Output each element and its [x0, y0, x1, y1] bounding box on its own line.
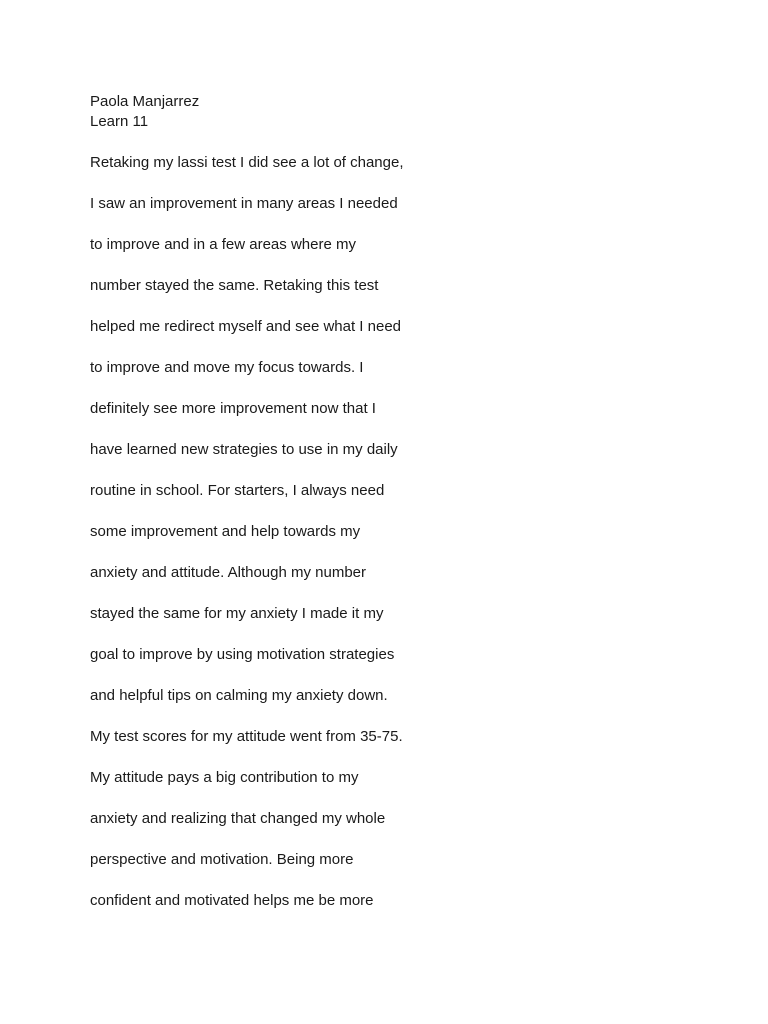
author-name: Paola Manjarrez	[90, 93, 200, 110]
text-line: to improve and move my focus towards. I	[90, 359, 364, 376]
text-line: helped me redirect myself and see what I need	[90, 318, 402, 335]
text-line: and helpful tips on calming my anxiety down.	[90, 687, 388, 704]
text-line: perspective and motivation. Being more	[90, 851, 354, 868]
text-line: Retaking my lassi test I did see a lot of change,	[90, 154, 404, 171]
course-name: Learn 11	[90, 113, 149, 130]
text-line: have learned new strategies to use in my daily	[90, 441, 398, 458]
essay-body	[90, 153, 404, 932]
text-line: My test scores for my attitude went from 35-75.	[90, 728, 403, 745]
text-line: to improve and in a few areas where my	[90, 236, 356, 253]
text-line: I saw an improvement in many areas I needed	[90, 195, 398, 212]
text-line: number stayed the same. Retaking this test	[90, 277, 379, 294]
document-header	[90, 92, 199, 132]
text-line: confident and motivated helps me be more	[90, 892, 374, 909]
text-line: stayed the same for my anxiety I made it my	[90, 605, 384, 622]
text-line: My attitude pays a big contribution to my	[90, 769, 359, 786]
text-line: anxiety and attitude. Although my number	[90, 564, 367, 581]
text-line: goal to improve by using motivation strategies	[90, 646, 395, 663]
text-line: definitely see more improvement now that I	[90, 400, 376, 417]
text-line: some improvement and help towards my	[90, 523, 361, 540]
text-line: anxiety and realizing that changed my whole	[90, 810, 386, 827]
text-line: routine in school. For starters, I always need	[90, 482, 385, 499]
